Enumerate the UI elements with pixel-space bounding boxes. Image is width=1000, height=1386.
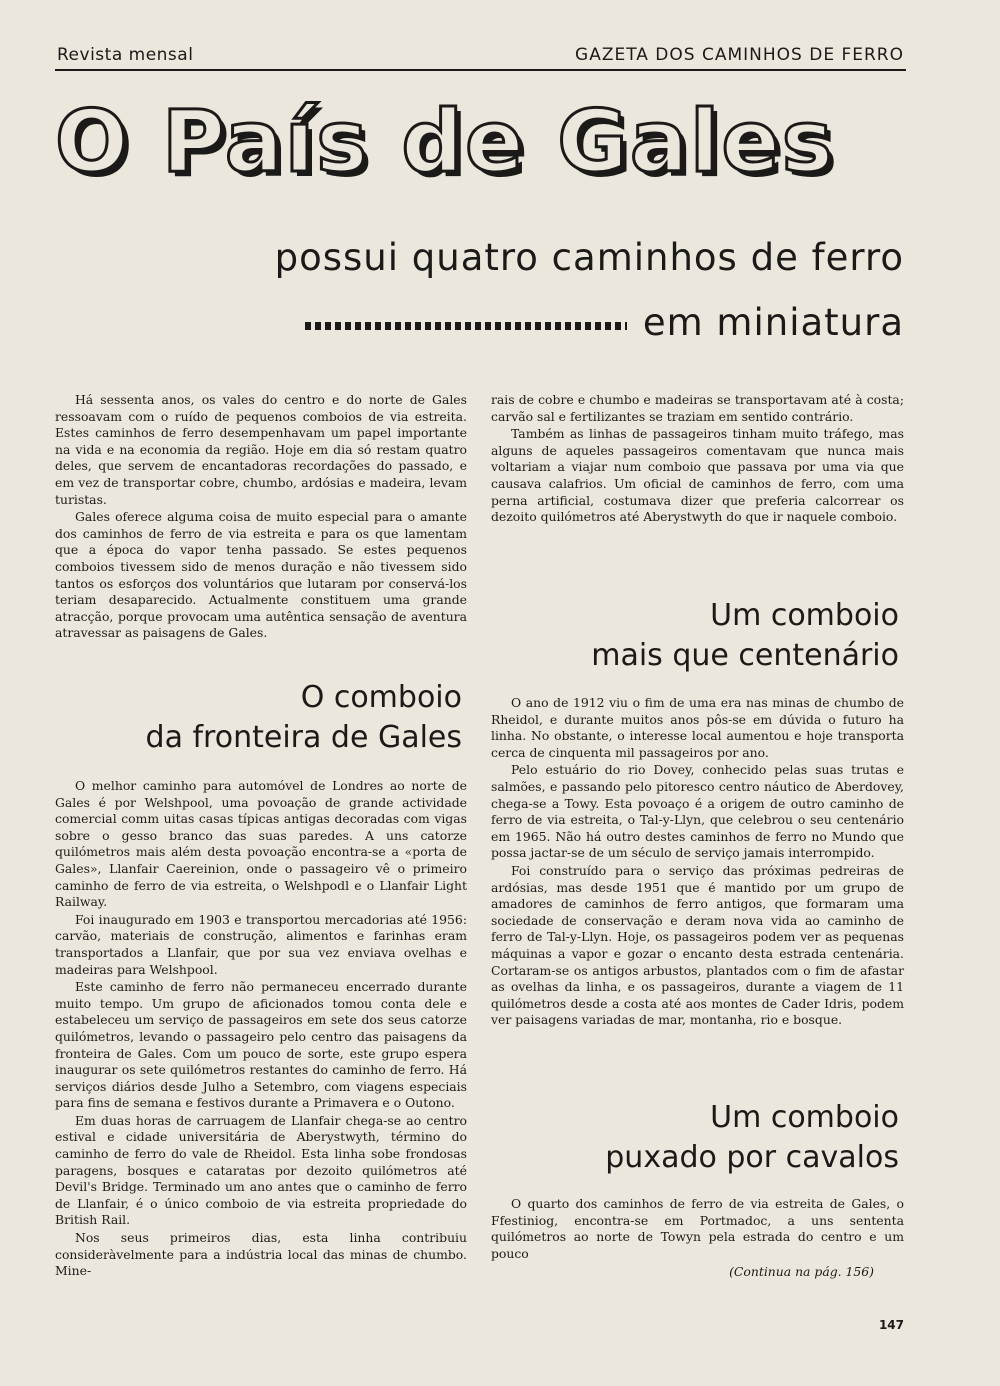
paragraph: rais de cobre e chumbo e madeiras se transportavam até à costa; carvão sal e fertilizantes se traziam em sentido contrário.	[491, 392, 904, 424]
paragraph: Também as linhas de passageiros tinham muito tráfego, mas alguns de aqueles passageiros comentavam que nunca mais voltariam a viajar num comboio que passava por uma via que causava calafrios. Um oficial de caminhos de ferro, com uma perna artificial, costumava dizer que preferia calcorrear os dezoito quilómetros até Aberystwyth do que ir naquele comboio.	[491, 426, 904, 525]
paragraph: Foi inaugurado em 1903 e transportou mercadorias até 1956: carvão, materiais de construção, alimentos e farinhas eram transportados a Llanfair, que por sua vez enviava ovelhas e madeiras para Welshpool.	[55, 911, 467, 977]
section-heading-cavalos	[491, 1098, 899, 1178]
paragraph: Foi construído para o serviço das próximas pedreiras de ardósias, mas desde 1951 que é mantido por um grupo de amadores de caminhos de ferro antigos, que formaram uma sociedade de conservação e deram nova vida ao caminho de ferro de Tal-y-Llyn. Hoje, os passageiros podem ver as pequenas máquinas a vapor e gozar o encanto desta estrada centenária. Cortaram-se os antigos arbustos, plantados com o fim de afastar as ovelhas da linha, e os passageiros, durante a viagem de 11 quilómetros desde a costa até aos montes de Cader Idris, podem ver paisagens variadas de mar, montanha, rio e bosque.	[491, 862, 904, 1028]
continued-note: (Continua na pág. 156)	[729, 1264, 874, 1279]
section-heading-line: puxado por cavalos	[605, 1140, 899, 1175]
paragraph: Nos seus primeiros dias, esta linha contribuiu consideràvelmente para a indústria local das minas de chumbo. Mine-	[55, 1230, 467, 1279]
paragraph: Pelo estuário do rio Dovey, conhecido pelas suas trutas e salmões, e passando pelo pitoresco centro náutico de Aberdovey, chega-se a Towy. Esta povoaço é a origem de outro caminho de ferro de via estreita, o Tal-y-Llyn, que celebrou o seu centenário em 1965. Não há outro destes caminhos de ferro no Mundo que possa jactar-se de um século de serviço jamais interrompido.	[491, 762, 904, 861]
paragraph: Gales oferece alguma coisa de muito especial para o amante dos caminhos de ferro de via estreita e para os que lamentam que a época do vapor tenha passado. Se estes pequenos comboios tivessem sido de menos duração e não tivessem sido tantos os esforços dos voluntários que lutaram por conservá-los teriam desaparecido. Actualmente constituem uma grande atracção, porque provocam uma autêntica sensação de aventura atravessar as paisagens de Gales.	[55, 509, 467, 641]
article-subtitle-row	[305, 300, 904, 344]
paragraph: Este caminho de ferro não permaneceu encerrado durante muito tempo. Um grupo de aficionados tomou conta dele e estabeleceu um serviço de passageiros em sete dos seus catorze quilómetros, levando o passageiro pelo centro das paisagens da fronteira de Gales. Com um pouco de sorte, este grupo espera inaugurar os sete quilómetros restantes do caminho de ferro. Há serviços diários desde Julho a Setembro, com viagens especiais para fins de semana e festivos durante a Primavera e o Outono.	[55, 979, 467, 1111]
article-title: O País de Gales	[55, 92, 835, 192]
section-heading-fronteira	[55, 678, 462, 758]
paragraph: O ano de 1912 viu o fim de uma era nas minas de chumbo de Rheidol, e durante muitos anos pôs-se em dúvida o futuro ha linha. No obstante, o interesse local aumentou e hoje transporta cerca de cinquenta mil passageiros por ano.	[491, 695, 904, 760]
section-heading-line: Um comboio	[710, 1100, 899, 1135]
article-subtitle: possui quatro caminhos de ferro	[274, 236, 904, 279]
header-left-label: Revista mensal	[57, 45, 194, 65]
right-column-continuation	[491, 392, 904, 527]
section-heading-line: Um comboio	[710, 598, 899, 633]
section-body-cavalos	[491, 1196, 904, 1263]
section-heading-line: mais que centenário	[591, 638, 899, 673]
paragraph: Em duas horas de carruagem de Llanfair chega-se ao centro estival e cidade universitária de Aberystwyth, término do caminho de ferro do vale de Rheidol. Esta linha sobe frondosas paragens, bosques e cataratas por dezoito quilómetros até Devil's Bridge. Terminado um ano antes que o caminho de ferro de Llanfair, é o único comboio de via estreita propriedade do British Rail.	[55, 1112, 467, 1228]
intro-text	[55, 392, 467, 643]
section-heading-centenario	[491, 596, 899, 676]
page-number: 147	[878, 1318, 904, 1332]
section-body-fronteira	[55, 778, 467, 1281]
article-subtitle-2: em miniatura	[642, 300, 904, 344]
section-heading-line: da fronteira de Gales	[145, 720, 462, 755]
header-right-label: GAZETA DOS CAMINHOS DE FERRO	[575, 45, 904, 65]
paragraph: Há sessenta anos, os vales do centro e do norte de Gales ressoavam com o ruído de pequenos comboios de via estreita. Estes caminhos de ferro desempenhavam um papel importante na vida e na economia da região. Hoje em dia só restam quatro deles, que servem de encantadoras recordações do passado, e em vez de transportar cobre, chumbo, ardósias e madeira, levam turistas.	[55, 392, 467, 507]
section-heading-line: O comboio	[300, 680, 462, 715]
dotted-leader	[305, 322, 627, 330]
paragraph: O quarto dos caminhos de ferro de via estreita de Gales, o Ffestiniog, encontra-se em Portmadoc, a uns sententa quilómetros ao norte de Towyn pela estrada do centro e um pouco	[491, 1196, 904, 1261]
paragraph: O melhor caminho para automóvel de Londres ao norte de Gales é por Welshpool, uma povoação de grande actividade comercial comm uitas casas típicas antigas decoradas com vigas sobre o gesso branco das suas paredes. A uns catorze quilómetros mais além desta povoação encontra-se a «porta de Gales», Llanfair Caereinion, onde o passageiro vê o primeiro caminho de ferro de via estreita, o Welshpodl e o Llanfair Light Railway.	[55, 778, 467, 910]
section-body-centenario	[491, 695, 904, 1030]
header-rule	[55, 69, 906, 71]
